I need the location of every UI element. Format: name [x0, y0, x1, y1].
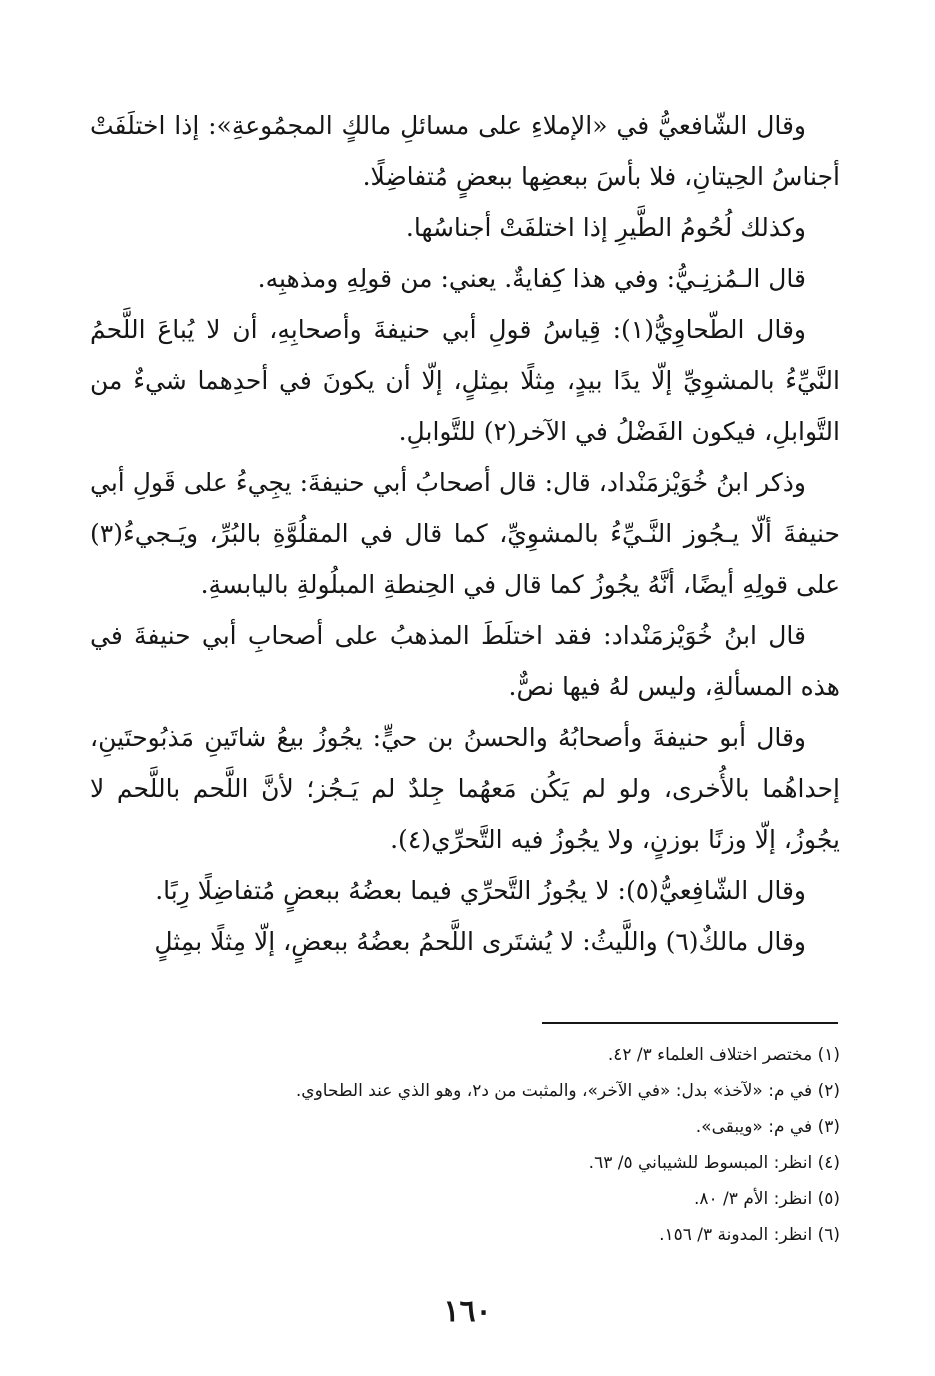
footnote: (٢) في م: «لآخذ» بدل: «في الآخر»، والمثبت من د٢، وهو الذي عند الطحاوي.	[295, 1081, 840, 1101]
footnote: (٣) في م: «ويبقى».	[695, 1117, 840, 1137]
paragraph: وقال الشّافعيُّ في «الإملاءِ على مسائلِ مالكٍ المجمُوعةِ»: إذا اختلَفَتْ أجناسُ الحِيتانِ، فلا بأسَ ببعضِها ببعضٍ مُتفاضِلًا.	[90, 111, 840, 191]
paragraph: قال الـمُزنِـيُّ: وفي هذا كِفايةٌ. يعني: من قولِهِ ومذهبِه.	[257, 264, 806, 293]
paragraph: وذكر ابنُ خُوَيْزمَنْداد، قال: قال أصحابُ أبي حنيفةَ: يجِيءُ على قَولِ أبي حنيفةَ ألّا يـجُوز النَّـيِّءُ بالمشوِيِّ، كما قال في المقلُوَّةِ بالبُرِّ، ويَـجيءُ(٣) على قولِهِ أيضًا، أنَّهُ يجُوزُ كما قال في الحِنطةِ المبلُولةِ باليابسةِ.	[90, 468, 840, 599]
footnote: (٥) انظر: الأم ٣/ ٨٠.	[693, 1189, 840, 1209]
paragraph: وقال أبو حنيفةَ وأصحابُهُ والحسنُ بن حيٍّ: يجُوزُ بيعُ شاتَينِ مَذبُوحتَينِ، إحداهُما بالأُخرى، ولو لم يَكُن مَعهُما جِلدٌ لم يَـجُز؛ لأنَّ اللَّحم باللَّحم لا يجُوزُ، إلّا وزنًا بوزنٍ، ولا يجُوزُ فيه التَّحرِّي(٤).	[90, 723, 840, 854]
paragraph: وقال الشّافِعيُّ(٥): لا يجُوزُ التَّحرِّي فيما بعضُهُ ببعضٍ مُتفاضِلًا رِبًا.	[155, 876, 806, 905]
footnote: (٦) انظر: المدونة ٣/ ١٥٦.	[659, 1225, 840, 1245]
page-number: ١٦٠	[443, 1294, 492, 1329]
paragraph: قال ابنُ خُوَيْزمَنْداد: فقد اختلَطَ المذهبُ على أصحابِ أبي حنيفةَ في هذه المسألةِ، وليس لهُ فيها نصٌّ.	[90, 621, 840, 701]
footnotes	[90, 1037, 840, 1253]
footnote-divider	[542, 1022, 838, 1024]
paragraph: وقال الطّحاوِيُّ(١): قِياسُ قولِ أبي حنيفةَ وأصحابِهِ، أن لا يُباعَ اللَّحمُ النَّيِّءُ بالمشوِيِّ إلّا يدًا بيدٍ، مِثلًا بمِثلٍ، إلّا أن يكونَ في أحدِهما شيءٌ من التَّوابلِ، فيكون الفَضْلُ في الآخر(٢) للتَّوابلِ.	[90, 315, 840, 446]
main-text	[90, 100, 840, 967]
footnote: (٤) انظر: المبسوط للشيباني ٥/ ٦٣.	[588, 1153, 840, 1173]
footnote: (١) مختصر اختلاف العلماء ٣/ ٤٢.	[607, 1045, 840, 1065]
paragraph: وقال مالكٌ(٦) واللَّيثُ: لا يُشتَرى اللَّحمُ بعضُهُ ببعضٍ، إلّا مِثلًا بمِثلٍ	[154, 927, 806, 956]
paragraph: وكذلك لُحُومُ الطَّيرِ إذا اختلفَتْ أجناسُها.	[405, 213, 806, 242]
